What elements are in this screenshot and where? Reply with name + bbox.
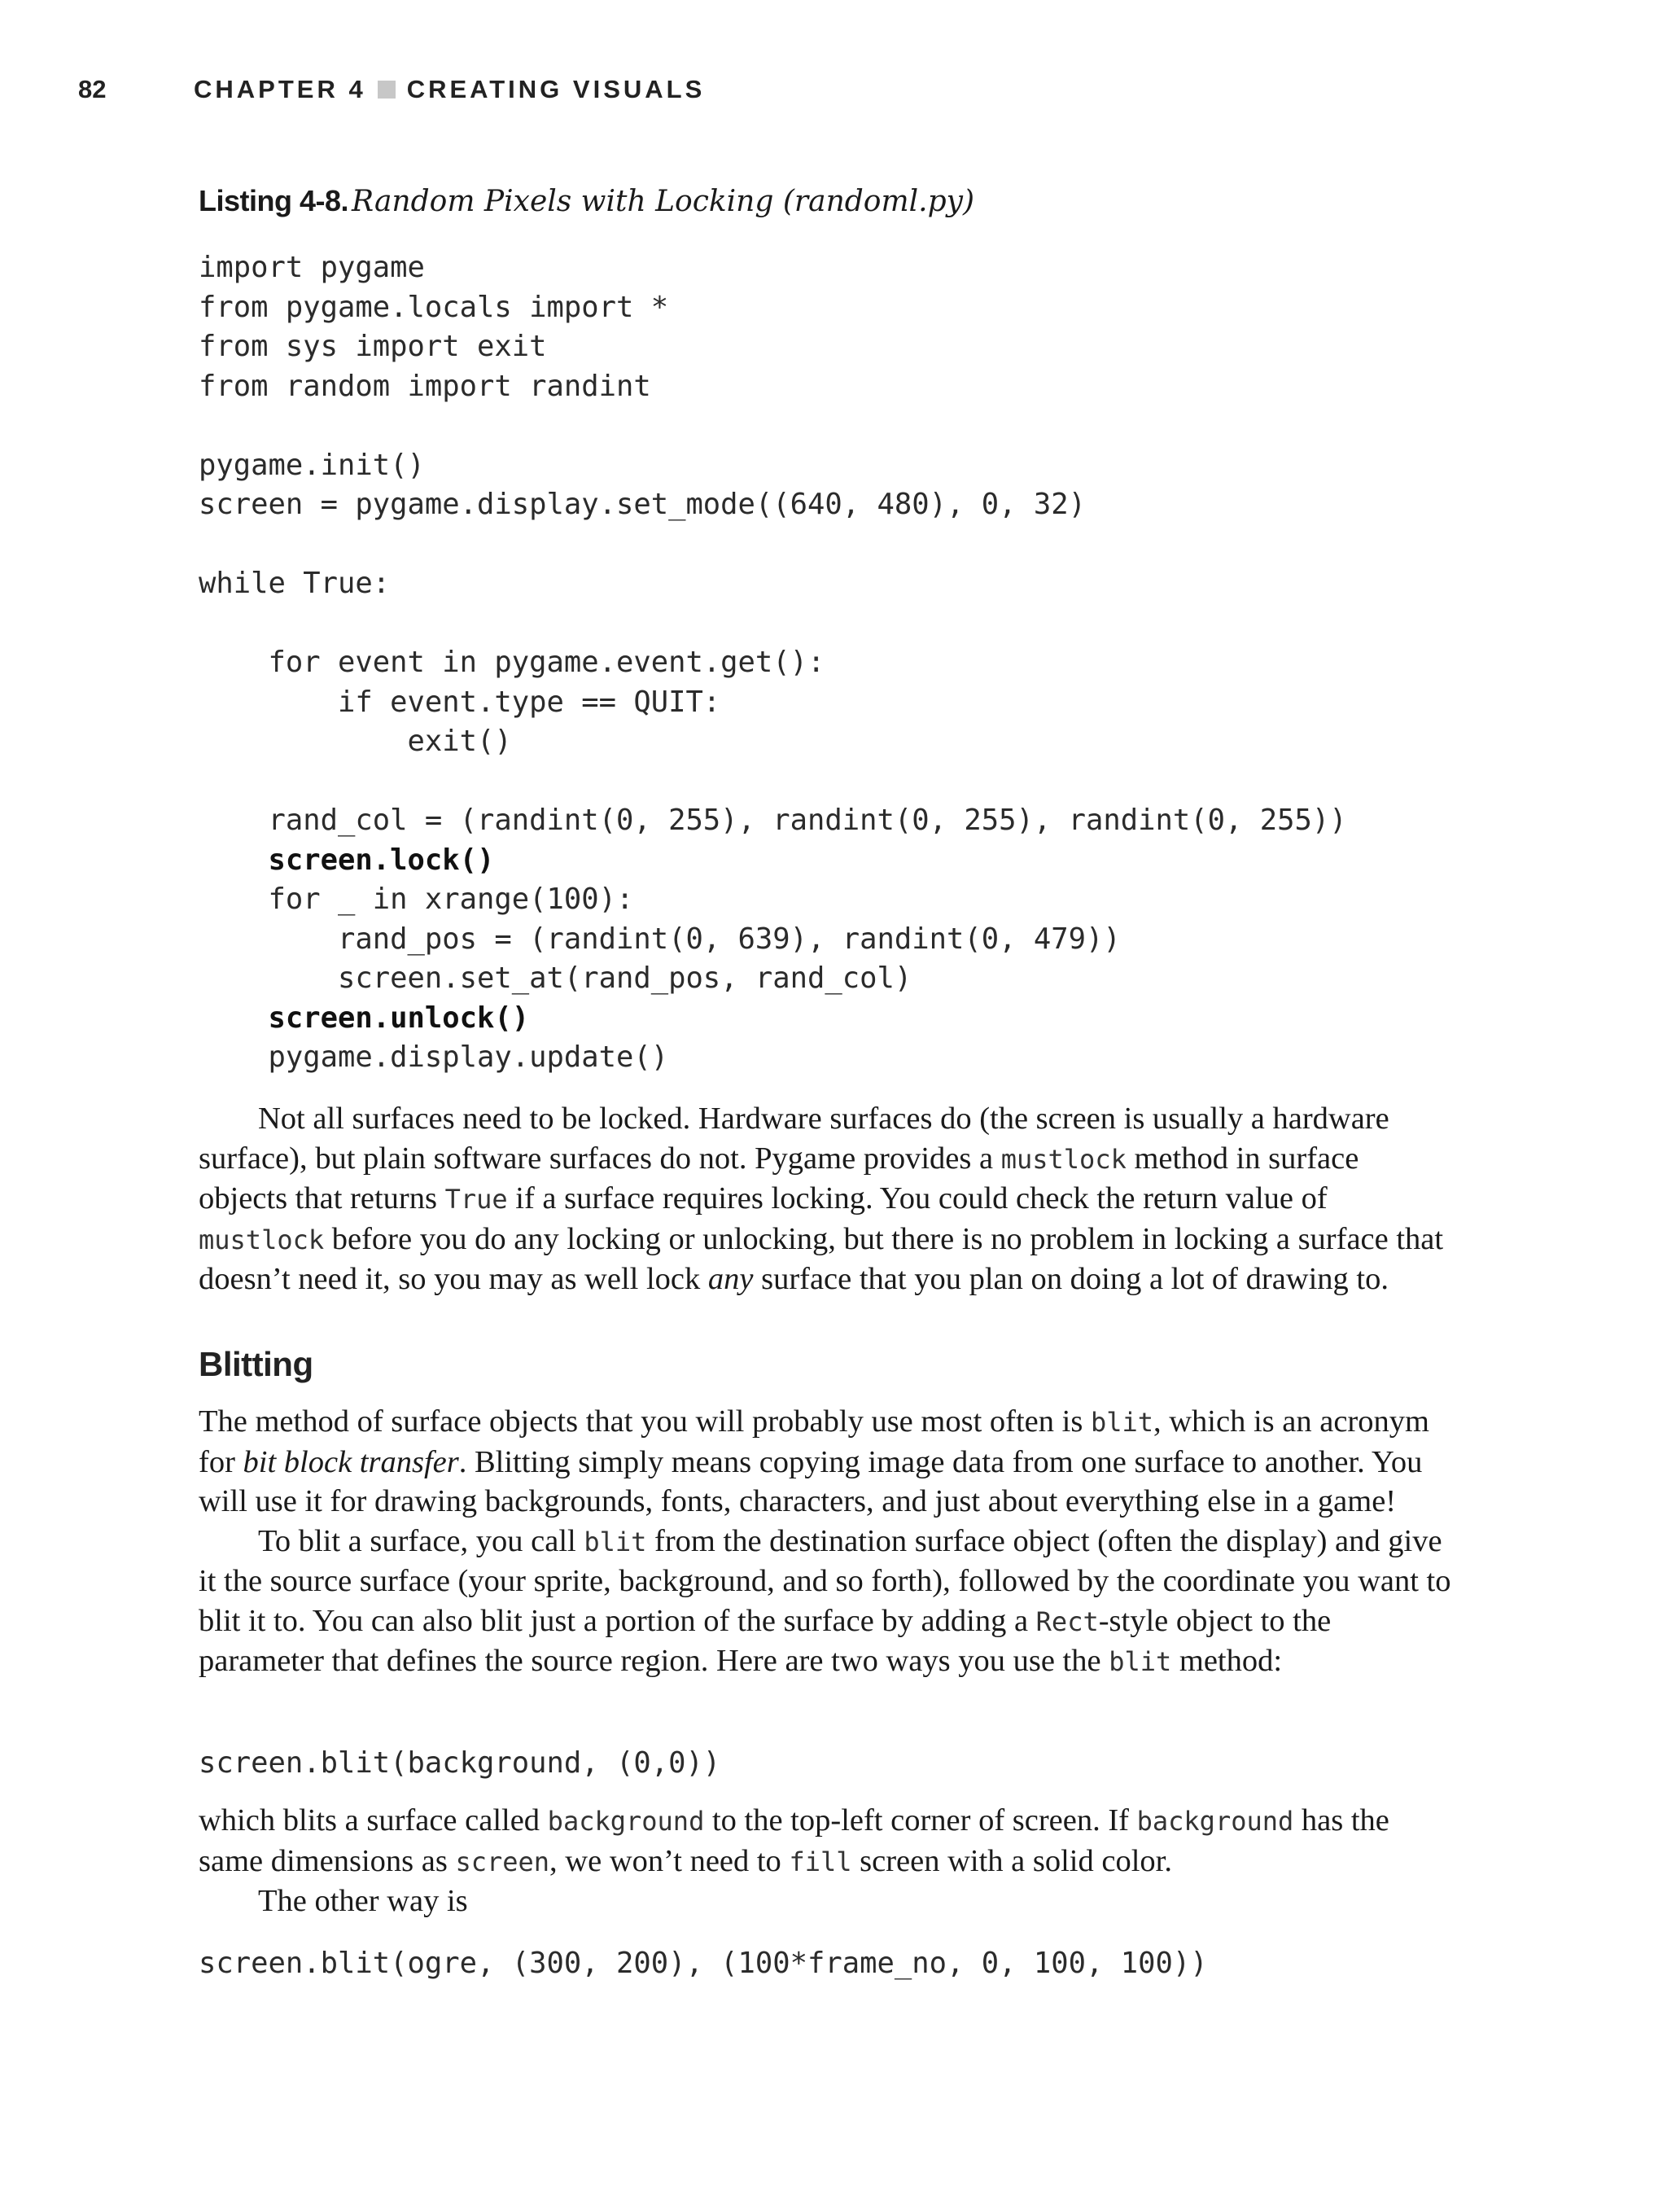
code-line: screen.lock() <box>199 843 495 877</box>
code-line: for _ in xrange(100): <box>199 883 634 916</box>
code-line <box>199 406 1452 446</box>
code-line: import pygame <box>199 251 425 284</box>
paragraph-text: The method of surface objects that you will probably use most often is blit, which is an acronym for bit block transfer. Blitting simply means copying image data from one surface to another. You will use it for drawing backgrounds, fonts, characters, and just about everything else in a game! <box>199 1404 1429 1518</box>
code-line: rand_pos = (randint(0, 639), randint(0, 479)) <box>199 922 1121 956</box>
paragraph-text: To blit a surface, you call blit from the destination surface object (often the display) and give it the source surface (your sprite, background, and so forth), followed by the coordinate you want to blit it to. You can also blit just a portion of the surface by adding a Rect-style object to the parameter that defines the source region. Here are two ways you use the blit method: <box>199 1523 1451 1678</box>
separator-square-icon <box>378 81 396 99</box>
code-line <box>199 604 1452 644</box>
code-example-1: screen.blit(background, (0,0)) <box>199 1746 721 1780</box>
paragraph-locking <box>199 1099 1452 1299</box>
code-line: from pygame.locals import * <box>199 290 669 324</box>
code-line <box>199 762 1452 802</box>
paragraph-blit <box>199 1402 1452 1682</box>
inline-code: Rect <box>1035 1605 1099 1637</box>
code-line: screen.set_at(rand_pos, rand_col) <box>199 961 912 995</box>
inline-code: mustlock <box>1000 1143 1127 1175</box>
inline-code: True <box>444 1184 508 1215</box>
emphasis: bit block transfer <box>243 1444 459 1479</box>
inline-code: background <box>1136 1806 1294 1837</box>
section-heading: Blitting <box>199 1345 313 1383</box>
paragraph-text: which blits a surface called background to the top-left corner of screen. If background has the same dimensions as screen, we won’t need to fill screen with a solid color. <box>199 1803 1389 1878</box>
code-line: screen = pygame.display.set_mode((640, 480), 0, 32) <box>199 488 1087 521</box>
inline-code: blit <box>1109 1646 1172 1677</box>
inline-code: mustlock <box>199 1224 325 1255</box>
code-line: screen.unlock() <box>199 1001 530 1035</box>
inline-code: screen <box>455 1846 550 1877</box>
listing-title: Random Pixels with Locking (randoml.py) <box>352 185 974 218</box>
code-line: pygame.display.update() <box>199 1040 669 1074</box>
code-line: if event.type == QUIT: <box>199 685 721 719</box>
paragraph-text: Not all surfaces need to be locked. Hardware surfaces do (the screen is usually a hardware surface), but plain software surfaces do not. Pygame provides a mustlock method in surface objects that returns True if a surface requires locking. You could check the return value of mustlock before you do any locking or unlocking, but there is no problem in locking a surface that doesn’t need it, so you may as well lock any surface that you plan on doing a lot of drawing to. <box>199 1102 1444 1296</box>
code-line: rand_col = (randint(0, 255), randint(0, 255), randint(0, 255)) <box>199 804 1347 837</box>
paragraph-text: The other way is <box>258 1884 468 1918</box>
code-line: for event in pygame.event.get(): <box>199 646 825 679</box>
paragraph-which <box>199 1801 1452 1921</box>
listing-caption <box>199 184 1452 218</box>
code-line <box>199 525 1452 565</box>
listing-label: Listing 4-8. <box>199 184 349 217</box>
inline-code: background <box>547 1806 705 1837</box>
chapter-label: CHAPTER 4 <box>194 75 366 103</box>
inline-code: blit <box>584 1526 647 1557</box>
code-line: while True: <box>199 567 391 600</box>
code-line: pygame.init() <box>199 448 425 482</box>
emphasis: any <box>707 1262 754 1296</box>
section-label: CREATING VISUALS <box>406 75 706 103</box>
listing-code <box>199 248 1452 1078</box>
code-example-2: screen.blit(ogre, (300, 200), (100*frame_no, 0, 100, 100)) <box>199 1947 1208 1980</box>
chapter-heading <box>194 75 705 104</box>
code-line: from random import randint <box>199 369 651 403</box>
inline-code: blit <box>1090 1407 1153 1438</box>
code-line: exit() <box>199 725 512 758</box>
inline-code: fill <box>789 1846 852 1877</box>
page-number: 82 <box>78 75 107 103</box>
code-line: from sys import exit <box>199 330 547 363</box>
